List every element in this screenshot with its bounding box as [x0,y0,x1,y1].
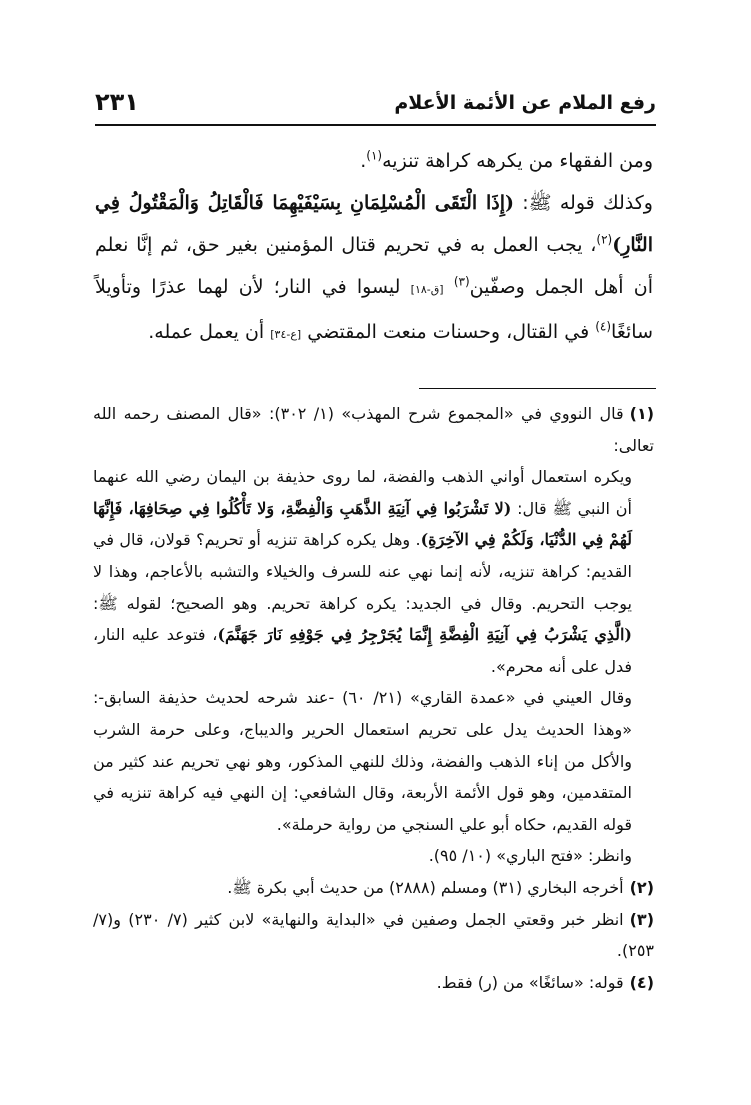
footnote-divider [419,388,656,389]
footnote-4: (٤)قوله: «سائغًا» من (ر) فقط. [436,972,654,992]
footnote-number: (٢) [629,877,654,897]
footnote-ref-1[interactable]: (١) [366,148,383,163]
footnotes [93,398,654,998]
main-paragraph-2: وكذلك قوله ﷺ: (إِذَا الْتَقَى الْمُسْلِمَانِ بِسَيْفَيْهِمَا فَالْقَاتِلُ وَالْمَقْتُولُ فِي النَّارِ)$^{(٢)}$، يجب العمل به في تحريم قتال المؤمنين بغير حق، ثم إنَّا نعلم أن أهل الجمل وصفّين$^{(٣)}$ [ق-١٨] ليسوا في النار؛ لأن لهما عذرًا وتأويلاً سائغًا$^{(٤)}$ في القتال، وحسنات منعت المقتضي [ع-٣٤] أن يعمل عمله. [95,192,654,343]
footnote-3: (٣)انظر خبر وقعتي الجمل وصفين في «البداية والنهاية» لابن كثير (٧/ ٢٣٠) و(٧/ ٢٥٣). [93,909,654,961]
footnote-1-body: ويكره استعمال أواني الذهب والفضة، لما روى حذيفة بن اليمان رضي الله عنهما أن النبي ﷺ قال: (لا تَشْرَبُوا فِي آنِيَةِ الذَّهَبِ وَالْفِضَّةِ، وَلا تَأْكُلُوا فِي صِحَافِهَا، فَإِنَّهَا لَهُمْ فِي الدُّنْيَا، وَلَكُمْ فِي الآخِرَةِ). وهل يكره كراهة تنزيه أو تحريم؟ قولان، قال في القديم: كراهة تنزيه، لأنه إنما نهي عنه للسرف والخيلاء والتشبه بالأعاجم، وهذا لا يوجب التحريم. وقال في الجديد: يكره كراهة تحريم. وهو الصحيح؛ لقوله ﷺ: (الَّذِي يَشْرَبُ فِي آنِيَةِ الْفِضَّةِ إِنَّمَا يُجَرْجِرُ فِي جَوْفِهِ نَارَ جَهَنَّمَ)، فتوعد عليه النار، فدل على أنه محرم». [93,467,632,676]
footnote-1-para-2: وقال العيني في «عمدة القاري» (٢١/ ٦٠) -عند شرحه لحديث حذيفة السابق-: «وهذا الحديث يدل على تحريم استعمال الحرير والديباج، وعلى حرمة الشرب والأكل من إناء الذهب والفضة، وذلك للنهي المذكور، وهو نهي تحريم عند كثير من المتقدمين، وهو قول الأئمة الأربعة، وقال الشافعي: إن النهي فيه كراهة تنزيه في قوله القديم، حكاه أبو علي السنجي من رواية حرملة». [93,688,633,834]
footnote-2: (٢)أخرجه البخاري (٣١) ومسلم (٢٨٨٨) من حديث أبي بكرة ﷺ. [227,877,654,897]
footnote-1-para-3: وانظر: «فتح الباري» (١٠/ ٩٥). [428,846,632,866]
footnote-ref-2[interactable]: (٢) [596,232,613,247]
footnote-1: (١)قال النووي في «المجموع شرح المهذب» (١/ ٣٠٢): «قال المصنف رحمه الله تعالى: [93,404,655,455]
footnote-number: (٣) [629,909,654,929]
footnote-number: (١) [629,404,655,423]
hadith-quote: (لا تَشْرَبُوا فِي آنِيَةِ الذَّهَبِ وَالْفِضَّةِ، وَلا تَأْكُلُوا فِي صِحَافِهَا، فَإِنَّهَا لَهُمْ فِي الدُّنْيَا، وَلَكُمْ فِي الآخِرَةِ) [93,498,632,550]
page-header [95,88,656,126]
main-text [95,140,653,356]
manuscript-marker: [ع-٣٤] [270,328,302,341]
page-number: ٢٣١ [95,88,139,116]
footnote-ref-4[interactable]: (٤) [595,319,612,334]
running-title: رفع الملام عن الأئمة الأعلام [394,92,656,114]
hadith-quote: (إِذَا الْتَقَى الْمُسْلِمَانِ بِسَيْفَيْهِمَا فَالْقَاتِلُ وَالْمَقْتُولُ فِي النَّارِ) [95,192,653,256]
footnote-number: (٤) [629,972,654,992]
main-paragraph-1: ومن الفقهاء من يكرهه كراهة تنزيه$^{(١)}$. [360,148,653,172]
manuscript-marker: [ق-١٨] [410,283,444,296]
hadith-quote: (الَّذِي يَشْرَبُ فِي آنِيَةِ الْفِضَّةِ إِنَّمَا يُجَرْجِرُ فِي جَوْفِهِ نَارَ جَهَنَّمَ) [217,625,632,645]
footnote-ref-3[interactable]: (٣) [453,274,470,289]
